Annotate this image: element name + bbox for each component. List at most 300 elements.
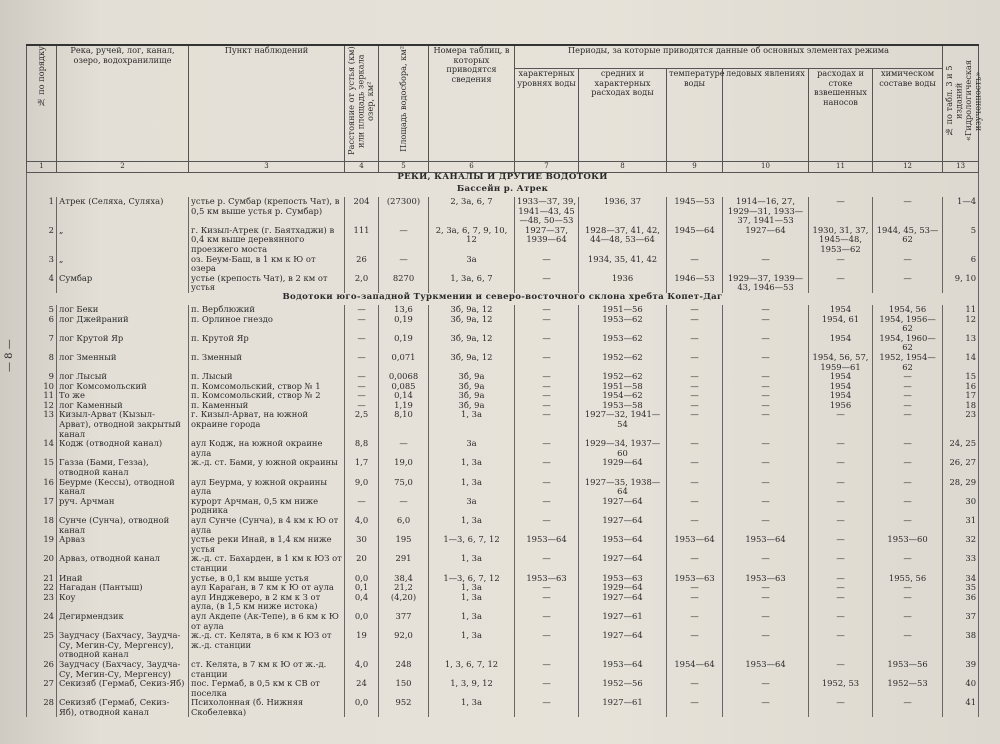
table-cell: — bbox=[723, 410, 809, 439]
table-cell: лог Зменный bbox=[57, 353, 189, 372]
table-cell: Заудчасу (Бахчасу, Заудча-Су, Мегин-Су, Мергенсу) bbox=[57, 660, 189, 679]
table-cell: аул Кодж, на южной окраине аула bbox=[189, 439, 345, 458]
table-cell: 24 bbox=[345, 679, 379, 698]
table-cell: 1954—64 bbox=[667, 660, 723, 679]
table-cell: ст. Келята, в 7 км к Ю от ж.-д. станции bbox=[189, 660, 345, 679]
table-cell: 1953—60 bbox=[873, 535, 943, 554]
table-cell: 1936, 37 bbox=[579, 197, 667, 226]
table-cell: п. Каменный bbox=[189, 401, 345, 411]
table-cell: лог Каменный bbox=[57, 401, 189, 411]
table-row bbox=[27, 226, 979, 255]
table-cell: 1929—64 bbox=[579, 458, 667, 477]
column-number: 7 bbox=[515, 162, 579, 173]
table-cell: 1, 3а bbox=[429, 554, 515, 573]
table-cell: 1954, 56 bbox=[873, 305, 943, 315]
table-cell: 248 bbox=[379, 660, 429, 679]
table-cell: 17 bbox=[943, 391, 979, 401]
table-cell: — bbox=[723, 698, 809, 717]
table-cell: 1927—37, 1939—64 bbox=[515, 226, 579, 255]
table-cell: — bbox=[723, 497, 809, 516]
table-cell: 1927—64 bbox=[723, 226, 809, 255]
table-cell: 1928—37, 41, 42, 44—48, 53—64 bbox=[579, 226, 667, 255]
table-cell: — bbox=[379, 226, 429, 255]
table-cell: — bbox=[723, 583, 809, 593]
table-cell: — bbox=[667, 612, 723, 631]
table-cell: 10 bbox=[27, 382, 57, 392]
table-cell: 33 bbox=[943, 554, 979, 573]
table-cell: пос. Гермаб, в 0,5 км к СВ от поселка bbox=[189, 679, 345, 698]
table-cell: 0,0 bbox=[345, 698, 379, 717]
table-cell: 1955, 56 bbox=[873, 574, 943, 584]
column-number: 11 bbox=[809, 162, 873, 173]
table-cell: — bbox=[873, 391, 943, 401]
column-number: 2 bbox=[57, 162, 189, 173]
table-cell: — bbox=[515, 391, 579, 401]
table-cell: — bbox=[809, 535, 873, 554]
table-cell: руч. Арчман bbox=[57, 497, 189, 516]
table-cell: — bbox=[667, 401, 723, 411]
table-cell: 13 bbox=[943, 334, 979, 353]
table-row bbox=[27, 315, 979, 334]
table-cell: 8,10 bbox=[379, 410, 429, 439]
header-col7: характерных уровнях воды bbox=[515, 69, 579, 162]
table-cell: 30 bbox=[345, 535, 379, 554]
table-row bbox=[27, 698, 979, 717]
table-cell: 1952, 1954—62 bbox=[873, 353, 943, 372]
table-cell: 15 bbox=[27, 458, 57, 477]
table-cell: устье (крепость Чат), в 2 км от устья bbox=[189, 274, 345, 293]
table-cell: 0,19 bbox=[379, 315, 429, 334]
table-row bbox=[27, 353, 979, 372]
table-cell: 2 bbox=[27, 226, 57, 255]
table-cell: 6 bbox=[27, 315, 57, 334]
table-row bbox=[27, 660, 979, 679]
table-cell: 32 bbox=[943, 535, 979, 554]
table-cell: 23 bbox=[943, 410, 979, 439]
table-cell: — bbox=[379, 497, 429, 516]
table-cell: 1, 3а bbox=[429, 478, 515, 497]
table-cell: 1946—53 bbox=[667, 274, 723, 293]
table-cell: — bbox=[723, 255, 809, 274]
table-cell: Инай bbox=[57, 574, 189, 584]
table-cell: 38 bbox=[943, 631, 979, 660]
table-cell: 1952, 53 bbox=[809, 679, 873, 698]
table-cell: — bbox=[345, 497, 379, 516]
table-cell: 1927—61 bbox=[579, 612, 667, 631]
table-cell: — bbox=[723, 612, 809, 631]
header-col3: Пункт наблюдений bbox=[189, 45, 345, 162]
table-cell: Газза (Бами, Гезза), отводной канал bbox=[57, 458, 189, 477]
table-cell: 26 bbox=[345, 255, 379, 274]
table-cell: — bbox=[809, 458, 873, 477]
table-cell: 1936 bbox=[579, 274, 667, 293]
table-cell: — bbox=[515, 372, 579, 382]
table-cell: 13,6 bbox=[379, 305, 429, 315]
table-cell: — bbox=[809, 660, 873, 679]
table-cell: „ bbox=[57, 255, 189, 274]
table-cell: — bbox=[515, 698, 579, 717]
table-cell: — bbox=[809, 255, 873, 274]
table-cell: 1954 bbox=[809, 391, 873, 401]
table-cell: — bbox=[667, 391, 723, 401]
table-cell: — bbox=[515, 353, 579, 372]
table-cell: 3б, 9а, 12 bbox=[429, 305, 515, 315]
table-cell: 21 bbox=[27, 574, 57, 584]
table-cell: Дегирмендзик bbox=[57, 612, 189, 631]
table-cell: 1,19 bbox=[379, 401, 429, 411]
table-cell: 1, 3а bbox=[429, 593, 515, 612]
table-cell: — bbox=[515, 458, 579, 477]
table-cell: 2,5 bbox=[345, 410, 379, 439]
table-cell: 1, 3а bbox=[429, 458, 515, 477]
table-cell: п. Комсомольский, створ № 2 bbox=[189, 391, 345, 401]
table-cell: 8270 bbox=[379, 274, 429, 293]
table-cell: — bbox=[809, 197, 873, 226]
table-cell: — bbox=[723, 593, 809, 612]
table-cell: аул Караган, в 7 км к Ю от аула bbox=[189, 583, 345, 593]
table-cell: 1, 3, 9, 12 bbox=[429, 679, 515, 698]
table-cell: 41 bbox=[943, 698, 979, 717]
table-cell: — bbox=[667, 305, 723, 315]
table-cell: 11 bbox=[943, 305, 979, 315]
table-cell: п. Орлиное гнездо bbox=[189, 315, 345, 334]
table-cell: 24, 25 bbox=[943, 439, 979, 458]
table-cell: — bbox=[723, 679, 809, 698]
table-row bbox=[27, 334, 979, 353]
table-cell: 1—3, 6, 7, 12 bbox=[429, 535, 515, 554]
table-cell: 3а bbox=[429, 497, 515, 516]
table-cell: — bbox=[667, 516, 723, 535]
table-cell: 1930, 31, 37, 1945—48, 1953—62 bbox=[809, 226, 873, 255]
table-cell: 3б, 9а, 12 bbox=[429, 353, 515, 372]
table-cell: 13 bbox=[27, 410, 57, 439]
table-cell: — bbox=[667, 410, 723, 439]
table-cell: 1953—64 bbox=[667, 535, 723, 554]
table-cell: 75,0 bbox=[379, 478, 429, 497]
table-cell: — bbox=[723, 516, 809, 535]
table-cell: 16 bbox=[943, 382, 979, 392]
table-cell: 1, 3а bbox=[429, 410, 515, 439]
table-cell: 1952—62 bbox=[579, 372, 667, 382]
table-cell: — bbox=[723, 439, 809, 458]
table-cell: 1—4 bbox=[943, 197, 979, 226]
table-row bbox=[27, 516, 979, 535]
table-row bbox=[27, 631, 979, 660]
table-cell: 1, 3, 6, 7, 12 bbox=[429, 660, 515, 679]
table-cell: устье р. Сумбар (крепость Чат), в 0,5 км выше устья р. Сумбар) bbox=[189, 197, 345, 226]
column-numbers-row bbox=[27, 162, 979, 173]
table-cell: 35 bbox=[943, 583, 979, 593]
table-cell: 1954—62 bbox=[579, 391, 667, 401]
table-cell: 18 bbox=[27, 516, 57, 535]
table-row bbox=[27, 255, 979, 274]
table-cell: — bbox=[515, 334, 579, 353]
table-cell: ж.-д. ст. Бами, у южной окраины bbox=[189, 458, 345, 477]
table-cell: — bbox=[723, 305, 809, 315]
table-cell: — bbox=[723, 391, 809, 401]
table-cell: — bbox=[345, 305, 379, 315]
table-cell: — bbox=[873, 478, 943, 497]
table-cell: — bbox=[667, 497, 723, 516]
table-cell: 1953—56 bbox=[873, 660, 943, 679]
table-cell: п. Зменный bbox=[189, 353, 345, 372]
table-cell: 34 bbox=[943, 574, 979, 584]
table-row bbox=[27, 554, 979, 573]
table-cell: — bbox=[667, 372, 723, 382]
table-cell: Секизяб (Гермаб, Секиз-Яб), отводной канал bbox=[57, 698, 189, 717]
table-cell: 16 bbox=[27, 478, 57, 497]
table-cell: 3б, 9а bbox=[429, 401, 515, 411]
column-number: 3 bbox=[189, 162, 345, 173]
table-cell: 1953—64 bbox=[723, 660, 809, 679]
table-cell: — bbox=[723, 382, 809, 392]
table-cell: — bbox=[873, 255, 943, 274]
table-cell: — bbox=[515, 382, 579, 392]
table-cell: — bbox=[873, 439, 943, 458]
header-col11: расходах и стоке взвешенных наносов bbox=[809, 69, 873, 162]
table-cell: 30 bbox=[943, 497, 979, 516]
table-cell: 1, 3а, 6, 7 bbox=[429, 274, 515, 293]
table-cell: — bbox=[345, 353, 379, 372]
table-cell: — bbox=[515, 410, 579, 439]
table-cell: 27 bbox=[27, 679, 57, 698]
table-cell: п. Крутой Яр bbox=[189, 334, 345, 353]
table-row bbox=[27, 679, 979, 698]
table-cell: 40 bbox=[943, 679, 979, 698]
table-cell: 5 bbox=[27, 305, 57, 315]
table-cell: 1954 bbox=[809, 334, 873, 353]
table-cell: 1929—34, 1937—60 bbox=[579, 439, 667, 458]
table-cell: 150 bbox=[379, 679, 429, 698]
table-cell: — bbox=[723, 315, 809, 334]
table-cell: 12 bbox=[27, 401, 57, 411]
basin-heading-atrek: Бассейн р. Атрек bbox=[27, 185, 979, 197]
table-cell: 1952—53 bbox=[873, 679, 943, 698]
table-cell: Кизыл-Арват (Кызыл-Арват), отводной закрытый канал bbox=[57, 410, 189, 439]
table-cell: — bbox=[873, 274, 943, 293]
table-cell: 1927—61 bbox=[579, 698, 667, 717]
basin-heading-southwest: Водотоки юго-западной Туркмении и северо-восточного склона хребта Копет-Даг bbox=[27, 293, 979, 305]
table-cell: 7 bbox=[27, 334, 57, 353]
table-cell: 0,085 bbox=[379, 382, 429, 392]
table-cell: — bbox=[345, 334, 379, 353]
table-cell: 1953—63 bbox=[723, 574, 809, 584]
table-cell: — bbox=[667, 382, 723, 392]
table-cell: 0,071 bbox=[379, 353, 429, 372]
table-cell: — bbox=[515, 631, 579, 660]
header-col8: средних и характерных расходах воды bbox=[579, 69, 667, 162]
table-cell: — bbox=[345, 372, 379, 382]
table-cell: — bbox=[515, 315, 579, 334]
table-cell: 15 bbox=[943, 372, 979, 382]
table-cell: Атрек (Селяха, Суляха) bbox=[57, 197, 189, 226]
table-cell: 4,0 bbox=[345, 516, 379, 535]
table-cell: — bbox=[873, 382, 943, 392]
table-cell: Психолонная (б. Нижняя Скобелевка) bbox=[189, 698, 345, 717]
table-cell: 1954, 1956—62 bbox=[873, 315, 943, 334]
table-cell: 377 bbox=[379, 612, 429, 631]
table-cell: — bbox=[873, 410, 943, 439]
table-cell: 1954 bbox=[809, 305, 873, 315]
table-cell: — bbox=[873, 612, 943, 631]
table-cell: 1953—64 bbox=[723, 535, 809, 554]
column-number: 8 bbox=[579, 162, 667, 173]
table-cell: 1956 bbox=[809, 401, 873, 411]
header-col12: химическом составе воды bbox=[873, 69, 943, 162]
table-row bbox=[27, 478, 979, 497]
column-number: 5 bbox=[379, 162, 429, 173]
table-cell: Арваз bbox=[57, 535, 189, 554]
table-cell: 3б, 9а bbox=[429, 391, 515, 401]
table-cell: Кодж (отводной канал) bbox=[57, 439, 189, 458]
table-cell: 1 bbox=[27, 197, 57, 226]
table-cell: — bbox=[515, 497, 579, 516]
table-cell: — bbox=[515, 593, 579, 612]
table-cell: — bbox=[667, 315, 723, 334]
table-cell: — bbox=[873, 401, 943, 411]
table-cell: — bbox=[873, 698, 943, 717]
table-cell: курорт Арчман, 0,5 км ниже родника bbox=[189, 497, 345, 516]
table-cell: 28, 29 bbox=[943, 478, 979, 497]
table-cell: 1953—63 bbox=[515, 574, 579, 584]
table-cell: Секизяб (Гермаб, Секиз-Яб) bbox=[57, 679, 189, 698]
table-cell: — bbox=[809, 583, 873, 593]
header-periods-group: Периоды, за которые приводятся данные об основных элементах режима bbox=[515, 45, 943, 69]
table-cell: — bbox=[667, 458, 723, 477]
table-cell: 1914—16, 27, 1929—31, 1933—37, 1941—53 bbox=[723, 197, 809, 226]
table-cell: — bbox=[873, 372, 943, 382]
table-cell: 1927—35, 1938—64 bbox=[579, 478, 667, 497]
table-cell: устье, в 0,1 км выше устья bbox=[189, 574, 345, 584]
table-row bbox=[27, 410, 979, 439]
table-cell: — bbox=[809, 698, 873, 717]
table-cell: ж.-д. ст. Келята, в 6 км к ЮЗ от ж.-д. станции bbox=[189, 631, 345, 660]
table-cell: 31 bbox=[943, 516, 979, 535]
table-cell: — bbox=[667, 698, 723, 717]
table-cell: — bbox=[667, 334, 723, 353]
table-cell: 1929—37, 1939—43, 1946—53 bbox=[723, 274, 809, 293]
table-cell: — bbox=[809, 497, 873, 516]
table-cell: 1945—53 bbox=[667, 197, 723, 226]
table-cell: 11 bbox=[27, 391, 57, 401]
table-cell: 1934, 35, 41, 42 bbox=[579, 255, 667, 274]
table-cell: 4 bbox=[27, 274, 57, 293]
table-cell: — bbox=[873, 631, 943, 660]
table-cell: 19 bbox=[345, 631, 379, 660]
table-cell: Заудчасу (Бахчасу, Заудча-Су, Мегин-Су, Мергенсу), отводной канал bbox=[57, 631, 189, 660]
table-cell: 1927—64 bbox=[579, 497, 667, 516]
table-cell: 1954 bbox=[809, 382, 873, 392]
table-cell: лог Комсомольский bbox=[57, 382, 189, 392]
table-cell: 1,7 bbox=[345, 458, 379, 477]
table-cell: — bbox=[873, 554, 943, 573]
table-cell: 8,8 bbox=[345, 439, 379, 458]
table-cell: 1953—63 bbox=[579, 574, 667, 584]
table-cell: 18 bbox=[943, 401, 979, 411]
table-cell: 0,0 bbox=[345, 574, 379, 584]
table-cell: 1929—64 bbox=[579, 583, 667, 593]
column-number: 6 bbox=[429, 162, 515, 173]
table-row bbox=[27, 197, 979, 226]
table-cell: — bbox=[515, 554, 579, 573]
table-cell: 2,0 bbox=[345, 274, 379, 293]
table-cell: — bbox=[667, 478, 723, 497]
table-cell: — bbox=[515, 516, 579, 535]
table-cell: 1953—62 bbox=[579, 315, 667, 334]
header-col6: Номера таблиц, в которых приводятся сведения bbox=[429, 45, 515, 162]
table-cell: 21,2 bbox=[379, 583, 429, 593]
table-cell: — bbox=[723, 334, 809, 353]
table-cell: г. Кизыл-Атрек (г. Баятхаджи) в 0,4 км выше деревянного проезжего моста bbox=[189, 226, 345, 255]
table-cell: 1953—64 bbox=[579, 535, 667, 554]
header-col10: ледовых явлениях bbox=[723, 69, 809, 162]
table-cell: 20 bbox=[27, 554, 57, 573]
table-cell: — bbox=[809, 574, 873, 584]
table-cell: 1953—62 bbox=[579, 334, 667, 353]
table-cell: 204 bbox=[345, 197, 379, 226]
table-cell: 20 bbox=[345, 554, 379, 573]
table-cell: — bbox=[515, 679, 579, 698]
table-cell: — bbox=[667, 353, 723, 372]
table-cell: (27300) bbox=[379, 197, 429, 226]
table-cell: 1933—37, 39, 1941—43, 45—48, 50—53 bbox=[515, 197, 579, 226]
table-cell: Сумбар bbox=[57, 274, 189, 293]
table-cell: 0,1 bbox=[345, 583, 379, 593]
table-cell: 9,0 bbox=[345, 478, 379, 497]
column-number: 1 bbox=[27, 162, 57, 173]
table-cell: — bbox=[723, 372, 809, 382]
table-cell: — bbox=[723, 458, 809, 477]
table-cell: — bbox=[379, 255, 429, 274]
table-cell: лог Джейраний bbox=[57, 315, 189, 334]
table-cell: 19,0 bbox=[379, 458, 429, 477]
table-cell: п. Лысый bbox=[189, 372, 345, 382]
table-cell: 2, 3а, 6, 7, 9, 10, 12 bbox=[429, 226, 515, 255]
table-cell: 37 bbox=[943, 612, 979, 631]
table-cell: — bbox=[515, 612, 579, 631]
table-cell: 17 bbox=[27, 497, 57, 516]
table-cell: — bbox=[809, 478, 873, 497]
table-cell: 1951—58 bbox=[579, 382, 667, 392]
table-cell: — bbox=[515, 401, 579, 411]
table-cell: лог Беки bbox=[57, 305, 189, 315]
table-cell: 1953—64 bbox=[579, 660, 667, 679]
column-number: 10 bbox=[723, 162, 809, 173]
table-cell: — bbox=[723, 554, 809, 573]
table-cell: п. Комсомольский, створ № 1 bbox=[189, 382, 345, 392]
table-cell: 3а bbox=[429, 255, 515, 274]
table-cell: лог Лысый bbox=[57, 372, 189, 382]
table-cell: — bbox=[379, 439, 429, 458]
table-cell: 6 bbox=[943, 255, 979, 274]
table-cell: — bbox=[667, 679, 723, 698]
table-cell: 36 bbox=[943, 593, 979, 612]
table-cell: — bbox=[809, 593, 873, 612]
table-cell: 1927—32, 1941—54 bbox=[579, 410, 667, 439]
table-cell: — bbox=[873, 583, 943, 593]
column-number: 12 bbox=[873, 162, 943, 173]
table-cell: 39 bbox=[943, 660, 979, 679]
table-cell: 1, 3а bbox=[429, 698, 515, 717]
table-cell: аул Инджеверо, в 2 км к З от аула, (в 1,5 км ниже истока) bbox=[189, 593, 345, 612]
table-cell: 24 bbox=[27, 612, 57, 631]
table-cell: 952 bbox=[379, 698, 429, 717]
table-cell: устье реки Инай, в 1,4 км ниже устья bbox=[189, 535, 345, 554]
table-cell: — bbox=[723, 478, 809, 497]
table-cell: 2, 3а, 6, 7 bbox=[429, 197, 515, 226]
table-cell: 1953—58 bbox=[579, 401, 667, 411]
table-cell: Коу bbox=[57, 593, 189, 612]
